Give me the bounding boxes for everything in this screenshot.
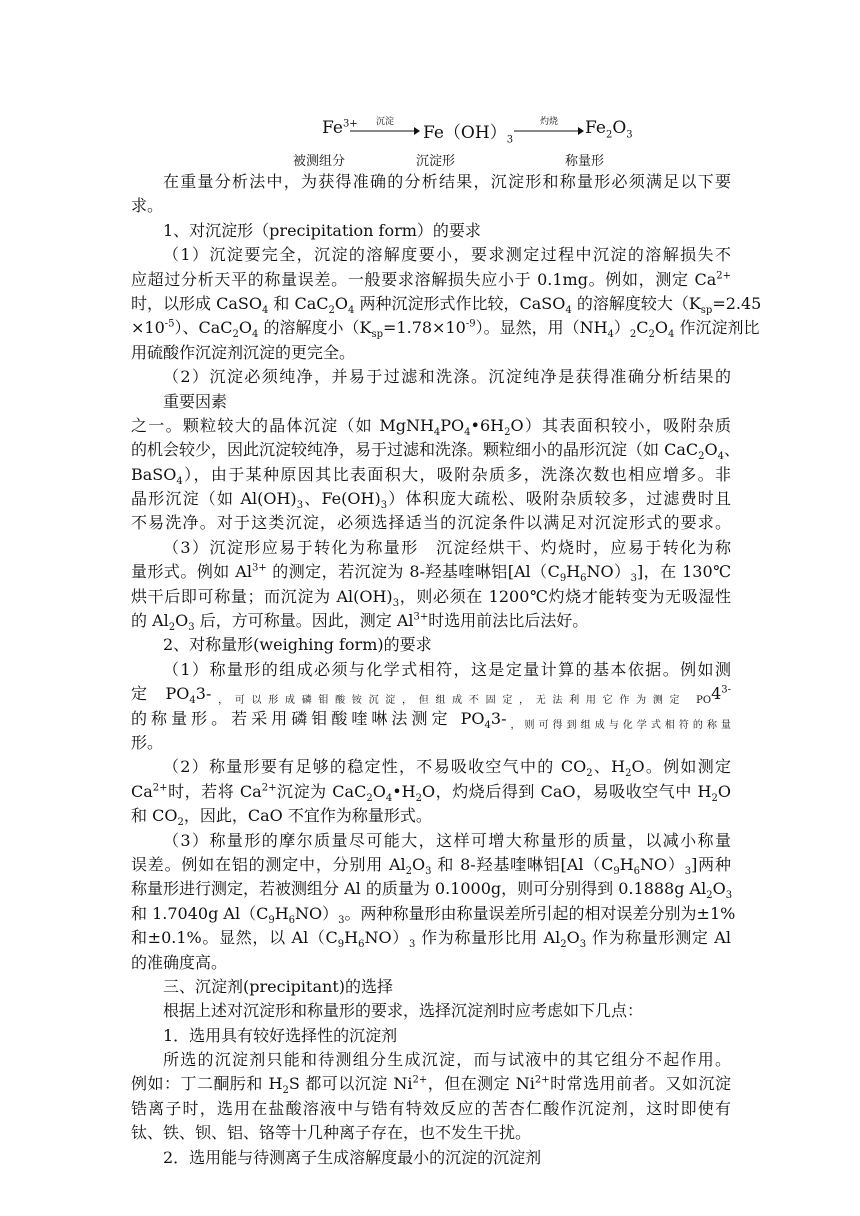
subscript: 2 <box>177 817 184 829</box>
text-run: H <box>344 928 359 948</box>
text-run: 根据上述对沉淀形和称量形的要求，选择沉淀剂时应考虑如下几点： <box>163 1001 644 1021</box>
subscript: 2 <box>366 792 373 804</box>
text-run: 的机会较少，因此沉淀较纯净，易于过滤和洗涤。颗粒细小的晶形沉淀（如 CaC <box>131 440 699 460</box>
text-run: =1.78×10 <box>383 318 466 338</box>
text-run: 锆离子时，选用在盐酸溶液中与锆有特效反应的苦杏仁酸作沉淀剂，这时即使有 <box>131 1098 731 1118</box>
text-run: S 都可以沉淀 Ni <box>288 1074 413 1094</box>
reaction-equation <box>0 110 860 150</box>
text-run: O <box>712 879 726 899</box>
text-run: 的称量形。若采用磷钼酸喹啉法测定 PO <box>131 708 485 728</box>
superscript: -5 <box>164 319 175 331</box>
subscript: 2 <box>629 329 637 341</box>
superscript: -9 <box>465 319 476 331</box>
text-run: 烘干后即可称量；而沉淀为 Al(OH) <box>131 586 393 606</box>
text-run: 两种沉淀形式作比较，CaSO <box>354 293 566 313</box>
text-run: H <box>566 562 581 582</box>
subscript: 3 <box>630 573 637 585</box>
text-run: ） <box>613 318 630 338</box>
subscript: 2 <box>625 768 632 780</box>
subscript: 4 <box>252 329 259 341</box>
text-run: C <box>636 318 649 338</box>
text-run: ，但在测定 Ni <box>427 1074 535 1094</box>
text-line <box>131 755 731 779</box>
subscript: 2 <box>282 1085 289 1097</box>
text-run: 量形式。例如 Al <box>131 562 252 582</box>
subscript: 9 <box>268 914 275 926</box>
text-line <box>131 877 731 901</box>
text-line <box>131 487 731 511</box>
text-line <box>131 804 731 828</box>
text-line <box>131 536 731 560</box>
subscript: 6 <box>633 866 641 878</box>
text-line <box>131 341 731 365</box>
text-run: O <box>566 928 580 948</box>
text-line <box>131 1146 731 1170</box>
subscript: sp <box>700 305 713 317</box>
subscript: 2 <box>504 427 511 439</box>
text-line <box>131 560 731 584</box>
subscript: 2 <box>586 768 593 780</box>
text-run: ×10 <box>131 318 165 338</box>
text-run: （2）沉淀必须纯净，并易于过滤和洗涤。沉淀纯净是获得准确分析结果的 <box>163 367 731 387</box>
text-run: •6H <box>470 415 505 435</box>
subscript: 2 <box>706 890 713 902</box>
subscript: 2 <box>405 866 413 878</box>
subscript: 9 <box>337 939 345 951</box>
text-run: 沉淀为 CaC <box>276 781 367 801</box>
text-line <box>131 999 731 1023</box>
text-run: 和±0.1%。显然，以 Al（C <box>131 928 338 948</box>
text-run: O。例如测定 <box>631 757 731 777</box>
subscript: sp <box>371 329 384 341</box>
text-line <box>131 902 736 926</box>
subscript: 3 <box>425 866 432 878</box>
text-line <box>131 268 731 292</box>
subscript: 3 <box>296 500 304 512</box>
text-run: 、H <box>592 757 626 777</box>
text-run: O <box>412 854 426 874</box>
species-fe2o3: $Fe_2O_3$ <box>585 118 633 141</box>
text-line <box>131 585 731 609</box>
text-run: 时选用前法比后法好。 <box>428 611 589 631</box>
text-run: 和 CaC <box>268 293 329 313</box>
text-run: 的测定，若沉淀为 8-羟基喹啉铝[Al（C <box>266 562 560 582</box>
text-line <box>131 219 731 243</box>
subscript: 3 <box>338 914 345 926</box>
text-run: 钛、铁、钡、铝、铬等十几种离子存在，也不发生干扰。 <box>131 1123 532 1143</box>
text-run: 在重量分析法中，为获得准确的分析结果，沉淀形和称量形必须满足以下要 <box>163 172 731 191</box>
text-run: 3- <box>195 684 212 704</box>
subscript: 9 <box>559 573 567 585</box>
text-line <box>131 316 760 341</box>
text-line <box>131 682 731 706</box>
subscript: 3 <box>684 866 692 878</box>
text-run: （3）称量形的摩尔质量尽可能大，这样可增大称量形的质量，以减小称量 <box>163 830 731 850</box>
text-run: O）其表面积较小，吸附杂质 <box>510 415 731 435</box>
text-line <box>131 414 731 438</box>
text-run: O <box>238 318 253 338</box>
text-run: O，灼烧后得到 CaO，易吸收空气中 H <box>421 781 712 801</box>
text-line <box>131 292 762 317</box>
subscript: 3 <box>188 622 195 634</box>
text-run: 三、沉淀剂(precipitant)的选择 <box>163 976 393 996</box>
text-run: O <box>372 781 386 801</box>
text-run: 的 Al <box>131 611 169 631</box>
text-run: 和 CO <box>131 806 178 826</box>
subscript: 2 <box>648 329 655 341</box>
text-line <box>131 951 731 975</box>
text-run: 作为称量形测定 Al <box>586 928 731 948</box>
text-run: 求。 <box>131 196 164 216</box>
subscript: 3 <box>392 597 400 609</box>
text-run: 1．选用具有较好选择性的沉淀剂 <box>163 1025 398 1045</box>
subscript: 2 <box>168 622 176 634</box>
text-run: 2、对称量形(weighing form)的要求 <box>163 635 432 655</box>
subscript: 2 <box>711 792 718 804</box>
text-line <box>131 438 741 463</box>
text-line <box>131 463 731 487</box>
superscript: 2+ <box>412 1075 428 1087</box>
subscript: 4 <box>668 329 675 341</box>
text-line <box>131 926 731 950</box>
text-run: NO） <box>295 903 339 923</box>
subscript: 4 <box>385 792 393 804</box>
text-line <box>131 243 731 267</box>
subscript: 4 <box>433 427 441 439</box>
text-run: •H <box>392 781 416 801</box>
text-run: ，因此，CaO 不宜作为称量形式。 <box>183 806 432 826</box>
right-arrow-icon <box>514 126 584 136</box>
text-run: 不易洗净。对于这类沉淀，必须选择适当的沉淀条件以满足对沉淀形式的要求。 <box>131 513 731 533</box>
subscript: 4 <box>348 305 355 317</box>
text-run: 和 8-羟基喹啉铝[Al（C <box>431 854 614 874</box>
subscript: 4 <box>261 305 269 317</box>
subscript: 3 <box>408 939 416 951</box>
text-line <box>131 975 731 999</box>
superscript: 2+ <box>261 782 277 794</box>
text-run: 时，以形成 CaSO <box>131 293 262 313</box>
text-line <box>131 1072 731 1096</box>
text-line <box>131 390 731 414</box>
text-run: H <box>619 854 634 874</box>
text-line <box>131 1097 731 1121</box>
text-line <box>131 633 731 657</box>
text-run: 形。 <box>131 732 164 752</box>
text-run: ]，在 130℃ <box>636 562 731 582</box>
text-run: 1、对沉淀形（precipitation form）的要求 <box>163 220 481 240</box>
text-run: 之一。颗粒较大的晶体沉淀（如 MgNH <box>131 415 434 435</box>
text-run: （1）沉淀要完全，沉淀的溶解度要小，要求测定过程中沉淀的溶解损失不 <box>163 245 731 265</box>
text-line <box>131 1024 731 1048</box>
subscript: 9 <box>613 866 620 878</box>
text-run: 、Fe(OH) <box>303 489 381 509</box>
caption-measured-component: 被测组分 <box>293 154 346 169</box>
text-run: BaSO <box>131 464 177 484</box>
text-run: 所选的沉淀剂只能和待测组分生成沉淀，而与试液中的其它组分不起作用。 <box>163 1050 731 1070</box>
text-run: 作沉淀剂比 <box>674 318 760 338</box>
text-run: 重要因素 <box>163 391 228 411</box>
text-run: 后，方可称量。因此，测定 Al <box>194 611 414 631</box>
subscript: 4 <box>484 719 491 731</box>
text-run: （1）称量形的组成必须与化学式相符，这是定量计算的基本依据。例如测 <box>163 659 731 679</box>
text-run: ）。显然，用（NH <box>475 318 608 338</box>
text-run: 、 <box>724 440 741 460</box>
text-line <box>131 853 731 877</box>
subscript: 6 <box>288 914 296 926</box>
text-run: =2.45 <box>712 293 762 313</box>
superscript: 3+ <box>413 611 429 623</box>
text-run: ）体积庞大疏松、吸附杂质较多，过滤费时且 <box>387 489 731 509</box>
subscript: 4 <box>464 427 471 439</box>
subscript: 6 <box>580 573 587 585</box>
subscript: 3 <box>380 500 388 512</box>
precipitation-arrow <box>350 110 420 144</box>
text-run: 的溶解度较大（K <box>571 293 701 313</box>
text-run: ），由于某种原因其比表面积大，吸附杂质多，洗涤次数也相应增多。非 <box>182 464 731 484</box>
arrow-label-ignition: 灼烧 <box>539 117 558 127</box>
body-text <box>131 170 762 1170</box>
arrow-label-precipitate: 沉淀 <box>375 117 394 127</box>
subscript: 4 <box>189 695 196 707</box>
text-run: 时，若将 Ca <box>167 781 262 801</box>
right-arrow-icon <box>350 126 420 136</box>
text-run: 2．选用能与待测离子生成溶解度最小的沉淀的沉淀剂 <box>163 1147 542 1167</box>
ignition-arrow <box>514 110 584 144</box>
text-run: 。两种称量形由称量误差所引起的相对误差分别为±1% <box>344 903 736 923</box>
text-run: 时常选用前者。又如沉淀 <box>549 1074 731 1094</box>
text-run: O <box>704 440 718 460</box>
text-line <box>131 194 731 218</box>
superscript: 2+ <box>152 782 168 794</box>
caption-weighing-form: 称量形 <box>565 154 605 169</box>
subscript: 2 <box>560 939 567 951</box>
species-feoh3: $Fe(OH)_3$ <box>423 123 514 146</box>
subscript: ，可以形成磷钼酸铵沉淀，但组成不固定，无法利用它作为测定 PO <box>211 695 712 707</box>
subscript: 2 <box>415 792 422 804</box>
text-run: NO） <box>586 562 631 582</box>
subscript: 2 <box>328 305 335 317</box>
text-run: ，则必须在 1200℃灼烧才能转变为无吸湿性 <box>399 586 731 606</box>
text-line <box>131 731 731 755</box>
text-line <box>131 829 731 853</box>
subscript: 3 <box>579 939 587 951</box>
text-run: ]两种 <box>691 854 731 874</box>
subscript: 2 <box>232 329 239 341</box>
caption-precipitation-form: 沉淀形 <box>416 154 456 169</box>
superscript: 2+ <box>716 270 731 282</box>
text-run: 的溶解度小（K <box>258 318 372 338</box>
text-run: NO） <box>640 854 685 874</box>
subscript: 3 <box>725 890 733 902</box>
text-run: 误差。例如在铝的测定中，分别用 Al <box>131 854 406 874</box>
text-run: 晶形沉淀（如 Al(OH) <box>131 489 297 509</box>
text-line <box>131 707 731 731</box>
superscript: 2+ <box>534 1075 550 1087</box>
subscript: 4 <box>717 451 724 463</box>
text-run: NO） <box>364 928 409 948</box>
text-line <box>131 1121 731 1145</box>
text-line <box>131 511 731 535</box>
text-run: PO <box>440 415 465 435</box>
subscript: 4 <box>565 305 572 317</box>
text-run: 和 1.7040g Al（C <box>131 903 269 923</box>
text-run: 称量形进行测定，若被测组分 Al 的质量为 0.1000g，则可分别得到 0.1888g Al <box>131 879 707 899</box>
text-run: O <box>334 293 349 313</box>
text-line <box>131 1048 731 1072</box>
text-run: ）、CaC <box>174 318 233 338</box>
text-run: O <box>717 781 731 801</box>
subscript: ，则可得到组成与化学式相符的称量 <box>506 719 731 731</box>
text-run: 定 PO <box>131 684 190 704</box>
text-run: 3- <box>490 708 507 728</box>
text-line <box>131 780 731 804</box>
text-line <box>131 365 731 389</box>
text-run: （2）称量形要有足够的稳定性，不易吸收空气中的 CO <box>163 757 587 777</box>
subscript: 2 <box>698 451 705 463</box>
text-run: O <box>175 611 189 631</box>
text-run: H <box>274 903 289 923</box>
text-run: 4 <box>711 684 722 704</box>
text-run: （3）沉淀形应易于转化为称量形 沉淀经烘干、灼烧时，应易于转化为称 <box>163 537 731 557</box>
text-line <box>131 170 731 194</box>
subscript: 6 <box>358 939 365 951</box>
text-run: 的准确度高。 <box>131 952 228 972</box>
text-run: O <box>654 318 669 338</box>
subscript: 4 <box>176 475 183 487</box>
text-line <box>131 609 731 633</box>
superscript: 3- <box>721 684 731 696</box>
text-run: 用硫酸作沉淀剂沉淀的更完全。 <box>131 342 356 362</box>
species-fe3: $Fe^{3+}$ <box>322 118 358 138</box>
superscript: 3+ <box>251 562 267 574</box>
subscript: 4 <box>607 329 614 341</box>
text-run: Ca <box>131 781 153 801</box>
text-run: 作为称量形比用 Al <box>415 928 561 948</box>
text-run: 应超过分析天平的称量误差。一般要求溶解损失应小于 0.1mg。例如，测定 Ca <box>131 269 717 289</box>
text-line <box>131 658 731 682</box>
text-run: 例如：丁二酮肟和 H <box>131 1074 283 1094</box>
